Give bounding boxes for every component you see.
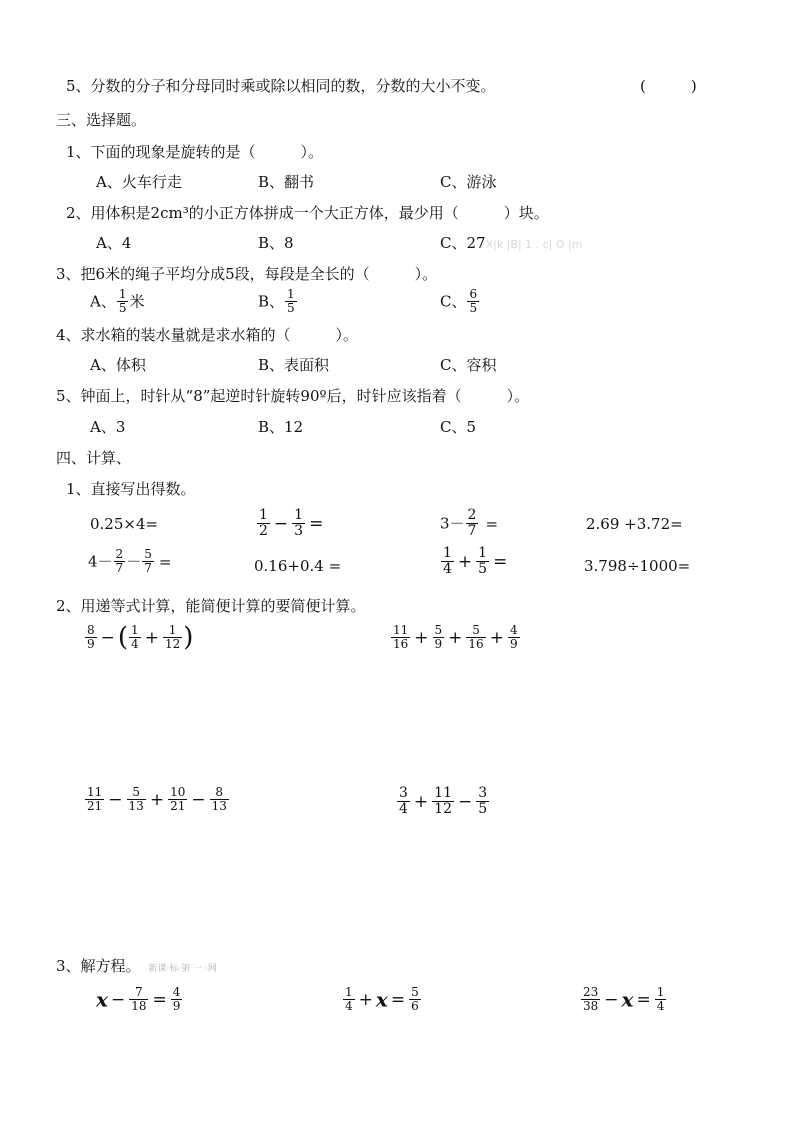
choice-q1-option-a[interactable]: A、火车行走 <box>96 173 182 191</box>
plus-sign: + <box>358 989 373 1010</box>
choice-q2-option-c[interactable] <box>440 233 582 255</box>
fraction <box>114 548 126 575</box>
denominator: 13 <box>211 799 227 813</box>
option-label: C、 <box>440 292 467 311</box>
equals-sign: = <box>390 989 406 1010</box>
direct-b3 <box>440 546 510 577</box>
denominator: 9 <box>87 637 95 651</box>
equals-sign: = <box>309 513 324 534</box>
numerator: 11 <box>87 785 103 799</box>
denominator: 5 <box>478 801 488 817</box>
fraction <box>210 786 229 813</box>
denominator: 4 <box>399 801 408 817</box>
choice-q1-option-c[interactable]: C、游泳 <box>440 173 497 191</box>
step-expr-1 <box>84 624 193 651</box>
fraction <box>432 786 454 817</box>
judge-q5-text: 5、分数的分子和分母同时乘或除以相同的数，分数的大小不变。 <box>66 77 496 95</box>
numerator: 1 <box>294 507 304 523</box>
minus-sign: − <box>108 789 123 810</box>
equation-title-text: 3、解方程。 <box>56 957 141 975</box>
step-expr-2 <box>390 624 521 651</box>
equals-sign: = <box>158 552 172 571</box>
fraction <box>476 786 489 817</box>
numerator: 4 <box>172 985 181 999</box>
numerator: 1 <box>259 507 268 523</box>
option-label: B、 <box>258 292 285 311</box>
numerator: 2 <box>115 547 124 561</box>
denominator: 21 <box>170 799 186 813</box>
numerator: 1 <box>131 623 139 637</box>
numerator: 1 <box>443 545 452 561</box>
denominator: 13 <box>128 799 144 813</box>
choice-q5-option-c[interactable]: C、5 <box>440 418 477 436</box>
minus-sign: − <box>100 627 115 648</box>
choice-q4-option-b[interactable]: B、表面积 <box>258 356 330 374</box>
fraction <box>257 508 270 539</box>
numerator: 2 <box>467 507 477 523</box>
unit: 米 <box>129 292 145 311</box>
fraction <box>397 786 410 817</box>
fraction <box>85 624 97 651</box>
denominator: 9 <box>509 637 518 651</box>
denominator: 21 <box>87 799 103 813</box>
watermark-text: 新课·标·第 一 ·网 <box>148 964 217 974</box>
denominator: 6 <box>411 999 419 1013</box>
fraction <box>476 546 489 577</box>
choice-q2-option-b[interactable]: B、8 <box>258 234 294 252</box>
fraction <box>168 786 187 813</box>
equals-sign: = <box>636 989 651 1010</box>
fraction <box>655 986 667 1013</box>
left-paren: ( <box>117 622 129 653</box>
numerator: 8 <box>87 623 95 637</box>
denominator: 16 <box>393 637 409 651</box>
fraction <box>581 986 600 1013</box>
fraction <box>292 508 305 539</box>
denominator: 7 <box>144 561 152 575</box>
equation-2 <box>342 986 422 1013</box>
numerator: 5 <box>132 785 140 799</box>
numerator: 23 <box>583 985 599 999</box>
fraction <box>466 624 485 651</box>
numerator: 1 <box>656 985 665 999</box>
choice-q2: 2、用体积是2cm³的小正方体拼成一个大正方体，最少用（ ）块。 <box>66 204 549 222</box>
step-expr-3 <box>84 786 230 813</box>
variable-x: x <box>96 987 108 1012</box>
fraction <box>508 624 520 651</box>
option-label: A、 <box>90 292 116 311</box>
fraction <box>285 288 297 315</box>
fraction <box>343 986 355 1013</box>
equals-sign: = <box>152 989 167 1010</box>
numerator: 3 <box>478 785 488 801</box>
prefix: 4－ <box>88 552 113 571</box>
plus-sign: + <box>414 627 429 648</box>
watermark-text: X|k |B| 1 . c| O |m <box>485 238 583 251</box>
minus-sign: − <box>110 989 126 1010</box>
numerator: 4 <box>509 623 518 637</box>
plus-sign: + <box>489 627 504 648</box>
judge-q5 <box>66 76 496 96</box>
step-calc-title: 2、用递等式计算，能简便计算的要简便计算。 <box>56 597 366 615</box>
denominator: 4 <box>345 999 353 1013</box>
numerator: 8 <box>215 785 224 799</box>
fraction <box>117 288 129 315</box>
choice-q3-option-a[interactable] <box>90 288 145 315</box>
numerator: 5 <box>472 623 480 637</box>
denominator: 2 <box>259 523 268 539</box>
denominator: 38 <box>583 999 599 1013</box>
equals-sign: = <box>485 514 499 533</box>
denominator: 4 <box>656 999 665 1013</box>
denominator: 9 <box>172 999 181 1013</box>
fraction <box>441 546 454 577</box>
fraction <box>163 624 182 651</box>
denominator: 4 <box>131 637 139 651</box>
choice-q3-option-c[interactable] <box>440 288 480 315</box>
numerator: 7 <box>135 985 143 999</box>
numerator: 11 <box>393 623 409 637</box>
choice-q2-option-a[interactable]: A、4 <box>96 234 132 252</box>
numerator: 11 <box>434 785 452 801</box>
denominator: 18 <box>131 999 147 1013</box>
minus-sign: − <box>604 989 619 1010</box>
equation-title <box>56 956 217 979</box>
denominator: 4 <box>443 561 452 577</box>
denominator: 12 <box>164 637 181 651</box>
section-choice-heading: 三、选择题。 <box>56 111 147 129</box>
denominator: 7 <box>467 523 477 539</box>
plus-sign: + <box>149 789 165 810</box>
equals-sign: = <box>493 551 508 572</box>
denominator: 16 <box>468 637 484 651</box>
choice-q5-option-b[interactable]: B、12 <box>258 418 304 436</box>
direct-a2 <box>256 508 326 539</box>
direct-b1 <box>88 548 171 575</box>
fraction <box>127 786 146 813</box>
answer-paren: ( ) <box>640 77 697 95</box>
direct-b2: 0.16+0.4 = <box>254 557 342 575</box>
fraction <box>129 624 141 651</box>
judge-q5-answer-blank[interactable] <box>640 76 697 96</box>
numerator: 1 <box>168 623 177 637</box>
fraction <box>409 986 421 1013</box>
fraction <box>129 986 148 1013</box>
direct-a3 <box>440 508 498 539</box>
prefix: 3－ <box>440 514 465 533</box>
plus-sign: + <box>144 627 159 648</box>
fraction <box>467 288 479 315</box>
choice-q5-option-a[interactable]: A、3 <box>90 418 126 436</box>
minus-sign: − <box>191 789 206 810</box>
numerator: 5 <box>411 985 419 999</box>
fraction <box>171 986 183 1013</box>
numerator: 10 <box>170 785 186 799</box>
plus-sign: + <box>448 627 463 648</box>
plus-sign: + <box>413 791 429 812</box>
plus-sign: + <box>457 551 473 572</box>
numerator: 3 <box>399 785 408 801</box>
minus-sign: − <box>458 791 473 812</box>
choice-q2-option-c-label: C、27 <box>440 234 486 252</box>
direct-a4: 2.69 +3.72= <box>586 515 683 533</box>
denominator: 3 <box>294 523 304 539</box>
fraction <box>391 624 410 651</box>
fraction <box>433 624 445 651</box>
direct-a1: 0.25×4= <box>90 515 159 533</box>
equation-3 <box>580 986 667 1013</box>
numerator: 1 <box>118 287 127 301</box>
right-paren: ) <box>183 622 194 653</box>
variable-x: x <box>621 987 634 1012</box>
denominator: 9 <box>434 637 443 651</box>
minus-sign: － <box>126 552 142 571</box>
choice-q3-option-b[interactable] <box>258 288 298 315</box>
variable-x: x <box>375 987 388 1012</box>
numerator: 1 <box>345 985 353 999</box>
denominator: 5 <box>478 561 488 577</box>
numerator: 5 <box>144 547 152 561</box>
numerator: 5 <box>434 623 443 637</box>
denominator: 5 <box>469 301 478 315</box>
denominator: 5 <box>287 301 295 315</box>
fraction <box>142 548 154 575</box>
direct-b4: 3.798÷1000= <box>584 557 691 575</box>
choice-q3: 3、把6米的绳子平均分成5段，每段是全长的（ ）。 <box>56 265 438 283</box>
fraction <box>466 508 479 539</box>
choice-q4: 4、求水箱的装水量就是求水箱的（ ）。 <box>56 326 359 344</box>
denominator: 12 <box>434 801 452 817</box>
choice-q4-option-a[interactable]: A、体积 <box>90 356 146 374</box>
direct-calc-title: 1、直接写出得数。 <box>66 480 196 498</box>
step-expr-4 <box>396 786 490 817</box>
choice-q1-option-b[interactable]: B、翻书 <box>258 173 315 191</box>
numerator: 1 <box>287 287 295 301</box>
numerator: 1 <box>478 545 488 561</box>
choice-q4-option-c[interactable]: C、容积 <box>440 356 497 374</box>
equation-1 <box>96 986 183 1013</box>
denominator: 5 <box>118 301 127 315</box>
minus-sign: − <box>273 513 289 534</box>
choice-q5: 5、钟面上，时针从“8”起逆时针旋转90º后，时针应该指着（ ）。 <box>56 387 530 405</box>
numerator: 6 <box>469 287 478 301</box>
denominator: 7 <box>115 561 124 575</box>
section-calc-heading: 四、计算、 <box>56 449 132 467</box>
fraction <box>85 786 104 813</box>
choice-q1: 1、下面的现象是旋转的是（ ）。 <box>66 143 324 161</box>
